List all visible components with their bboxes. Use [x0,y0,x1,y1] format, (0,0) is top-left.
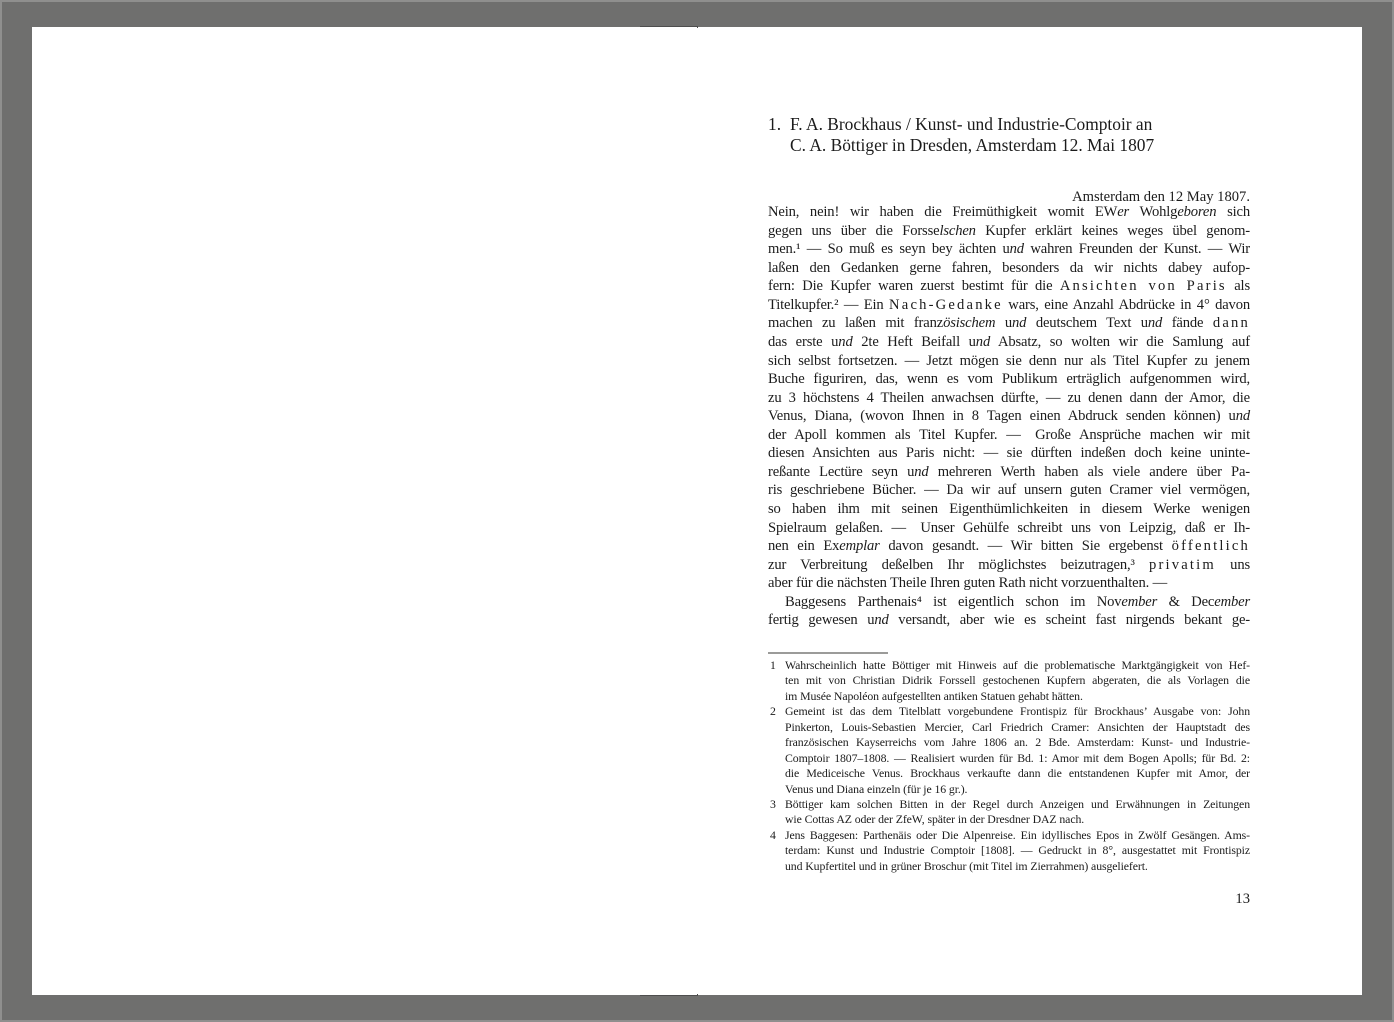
body-line: das erste und 2te Heft Beifall und Absatz, so wolten wir die Samlung auf [768,333,1250,350]
body-line: der Apoll kommen als Titel Kupfer. — Große Ansprüche machen wir mit [768,426,1250,443]
body-line: aber für die nächsten Theile Ihren guten Rath nicht vorzuenthalten. — [768,575,1168,592]
footnote-line: Jens Baggesen: Parthenäis oder Die Alpenreise. Ein idyllisches Epos in Zwölf Gesängen. Ams- [785,827,1250,842]
footnote-separator [768,652,888,654]
footnote-number: 2 [770,704,776,719]
letter-heading-line1: F. A. Brockhaus / Kunst- und Industrie-Comptoir an [790,114,1153,134]
footnote-line: Böttiger kam solchen Bitten in der Regel durch Anzeigen und Erwähnungen in Zeitungen [785,796,1250,811]
footnote-number: 1 [770,658,776,672]
letter-body [768,203,1250,630]
footnote-line: Pinkerton, Louis-Sebastien Mercier, Carl Friedrich Cramer: Ansichten der Hauptstadt des [785,719,1250,734]
body-line: men.¹ — So muß es seyn bey ächten und wahren Freunden der Kunst. — Wir [768,241,1250,258]
body-line: Nein, nein! wir haben die Freimüthigkeit womit EWer Wohlgeboren sich [768,204,1250,220]
page-number: 13 [1235,891,1250,907]
footnote-line: die Mediceische Venus. Brockhaus verkaufte dann die entstandenen Kupfer mit Amor, der [785,766,1250,781]
body-line: ris geschriebene Bücher. — Da wir auf unsern guten Cramer viel vermögen, [768,482,1250,499]
footnote-line: und Kupfertitel und in grüner Broschur (mit Titel im Zierrahmen) ausgeliefert. [785,858,1148,873]
body-line: sich selbst fortsetzen. — Jetzt mögen sie denn nur als Titel Kupfer zu jenem [768,352,1250,369]
footnote-line: im Musée Napoléon aufgestellten antiken Statuen gehabt hätten. [785,688,1083,703]
body-line: zu 3 höchstens 4 Theilen anwachsen dürfte, — zu denen dann der Amor, die [768,389,1250,406]
footnote [768,704,1250,797]
footnote-number: 4 [770,827,776,842]
footnote-line: wie Cottas AZ oder der ZfeW, später in der Dresdner DAZ nach. [785,812,1085,827]
right-page-content [768,27,1250,995]
book-spread [32,27,1362,995]
footnote-line: Comptoir 1807–1808. — Realisiert wurden für Bd. 1: Amor mit dem Bogen Apolls; für Bd. 2: [785,750,1250,765]
body-line: machen zu laßen mit französischem und deutschem Text und fände dann [768,315,1251,332]
footnote-line: Wahrscheinlich hatte Böttiger mit Hinweis auf die problematische Marktgängigkeit von Hef- [785,658,1250,672]
body-line: laßen den Gedanken gerne fahren, besonders da wir nichts dabey aufop- [768,259,1250,276]
letter-heading-line2: C. A. Böttiger in Dresden, Amsterdam 12. Mai 1807 [790,135,1155,156]
body-line: reßante Lectüre seyn und mehreren Werth haben als viele andere über Pa- [768,463,1250,480]
footnote-line: französischen Kayserreichs vom Jahre 1806 an. 2 Bde. Amsterdam: Kunst- und Industrie- [785,735,1250,750]
left-page-blank [32,27,697,995]
body-line: Venus, Diana, (wovon Ihnen in 8 Tagen einen Abdruck senden können) und [768,408,1250,425]
letter-dateline: Amsterdam den 12 May 1807. [1072,189,1250,205]
footnote-line: terdam: Kunst und Industrie Comptoir [1808]. — Gedruckt in 8°, ausgestattet mit Frontispiz [785,843,1250,858]
body-line: Spielraum gelaßen. — Unser Gehülfe schreibt uns von Leipzig, daß er Ih- [768,519,1250,536]
body-line: so haben ihm mit seinen Eigenthümlichkeiten in diesem Werke wenigen [768,501,1250,517]
body-line: Baggesens Parthenais⁴ ist eigentlich schon im November & December [785,593,1250,610]
letter-number: 1. [768,114,782,134]
body-line: fertig gewesen und versandt, aber wie es scheint fast nirgends bekant ge- [768,612,1251,629]
footnote [768,658,1250,704]
footnote [768,828,1250,874]
footnote-line: Gemeint ist das dem Titelblatt vorgebundene Frontispiz für Brockhaus’ Ausgabe von: John [785,704,1250,719]
body-line: Titelkupfer.² — Ein Nach-Gedanke wars, eine Anzahl Abdrücke in 4° davon [768,296,1251,313]
footnote [768,797,1250,828]
body-line: gegen uns über die Forsselschen Kupfer erklärt keines weges übel genom- [768,222,1250,239]
footnote-line: ten mit von Christian Didrik Forssell gestochenen Kupfern abgeraten, die als Vorlagen die [785,673,1250,688]
letter-heading [768,114,1250,156]
footnote-line: Venus und Diana einzeln (für je 16 gr.). [785,781,968,796]
body-line: nen ein Exemplar davon gesandt. — Wir bitten Sie ergebenst öffentlich [768,538,1250,555]
body-line: fern: Die Kupfer waren zuerst bestimt für die Ansichten von Paris als [768,278,1250,295]
body-line: diesen Ansichten aus Paris nicht: — sie dürften indeßen doch keine uninte- [768,445,1250,462]
footnotes [768,658,1250,874]
body-line: Buche figuriren, das, wenn es vom Publikum erträglich aufgenommen wird, [768,371,1250,388]
body-line: zur Verbreitung deßelben Ihr möglichstes beizutragen,³ privatim uns [768,556,1251,573]
footnote-number: 3 [770,796,776,811]
